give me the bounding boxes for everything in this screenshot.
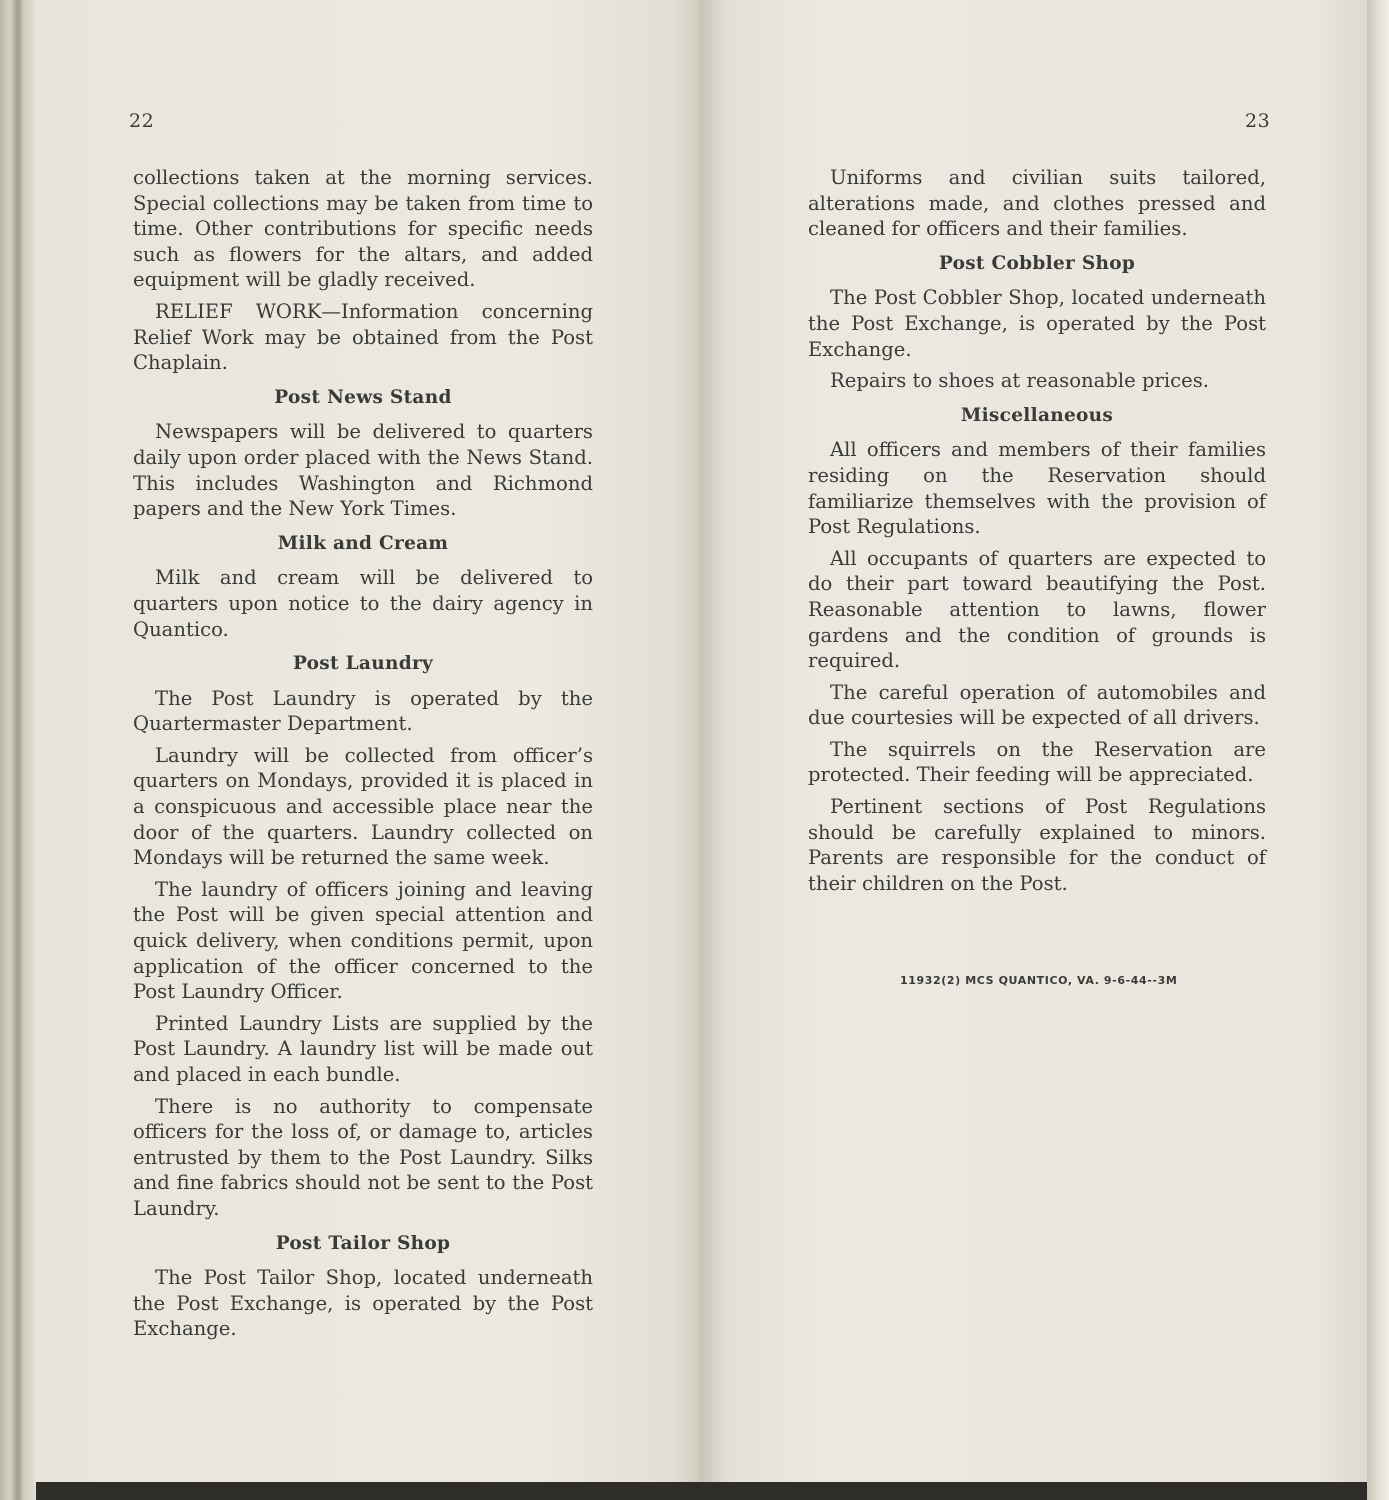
paragraph: Uniforms and civilian suits tailored, alterations made, and clothes pressed and cleaned for officers and their families. xyxy=(808,166,1266,241)
right-page-number: 23 xyxy=(1245,110,1271,132)
section-heading: Miscellaneous xyxy=(960,404,1114,426)
section-heading: Post News Stand xyxy=(274,386,452,408)
section-heading: Post Cobbler Shop xyxy=(938,252,1136,274)
paragraph: The Post Cobbler Shop, located underneath the Post Exchange, is operated by the Post Exchange. xyxy=(808,286,1266,361)
section-heading: Post Tailor Shop xyxy=(275,1232,451,1254)
section-heading: Milk and Cream xyxy=(277,532,449,554)
paragraph: Pertinent sections of Post Regulations should be carefully explained to minors. Parents are responsible for the conduct of their children on the Post. xyxy=(808,795,1266,895)
right-page-edge xyxy=(1367,0,1389,1500)
paragraph: The Post Laundry is operated by the Quartermaster Department. xyxy=(133,686,593,736)
paragraph: collections taken at the morning services. Special collections may be taken from time to time. Other contributions for specific needs such as flowers for the altars, and added equipment will be gladly received. xyxy=(133,166,593,292)
paragraph: The laundry of officers joining and leaving the Post will be given special attention and quick delivery, when conditions permit, upon application of the officer concerned to the Post Laundry Officer. xyxy=(133,877,593,1004)
paragraph: Laundry will be collected from officer’s quarters on Mondays, provided it is placed in a conspicuous and accessible place near the door of the quarters. Laundry collected on Mondays will be returned the same week. xyxy=(133,743,593,870)
paragraph: RELIEF WORK—Information concerning Relief Work may be obtained from the Post Chaplain. xyxy=(133,299,593,375)
booklet-binding-edge xyxy=(0,0,36,1500)
paragraph: Newspapers will be delivered to quarters daily upon order placed with the News Stand. This includes Washington and Richmond papers and the New York Times. xyxy=(133,420,593,521)
paragraph: There is no authority to compensate officers for the loss of, or damage to, articles entrusted by them to the Post Laundry. Silks and fine fabrics should not be sent to the Post Laundry. xyxy=(133,1094,593,1220)
paragraph: The squirrels on the Reservation are protected. Their feeding will be appreciated. xyxy=(808,737,1266,787)
left-page-number: 22 xyxy=(129,110,155,132)
bottom-edge xyxy=(36,1482,1367,1500)
section-heading: Post Laundry xyxy=(292,653,434,675)
paragraph: The Post Tailor Shop, located underneath the Post Exchange, is operated by the Post Exchange. xyxy=(133,1266,593,1341)
printer-imprint: 11932(2) MCS QUANTICO, VA. 9-6-44--3M xyxy=(900,974,1178,987)
left-page-text xyxy=(133,165,593,1348)
right-page-text xyxy=(808,165,1266,902)
paragraph: The careful operation of automobiles and due courtesies will be expected of all drivers. xyxy=(808,680,1266,730)
paragraph: All officers and members of their families residing on the Reservation should familiarize themselves with the provision of Post Regulations. xyxy=(808,438,1266,539)
paragraph: Printed Laundry Lists are supplied by the Post Laundry. A laundry list will be made out and placed in each bundle. xyxy=(133,1011,593,1086)
paragraph: Milk and cream will be delivered to quarters upon notice to the dairy agency in Quantico. xyxy=(133,566,593,641)
paragraph: Repairs to shoes at reasonable prices. xyxy=(830,369,1209,393)
paragraph: All occupants of quarters are expected to do their part toward beautifying the Post. Reasonable attention to lawns, flower gardens and the condition of grounds is required. xyxy=(808,546,1266,673)
